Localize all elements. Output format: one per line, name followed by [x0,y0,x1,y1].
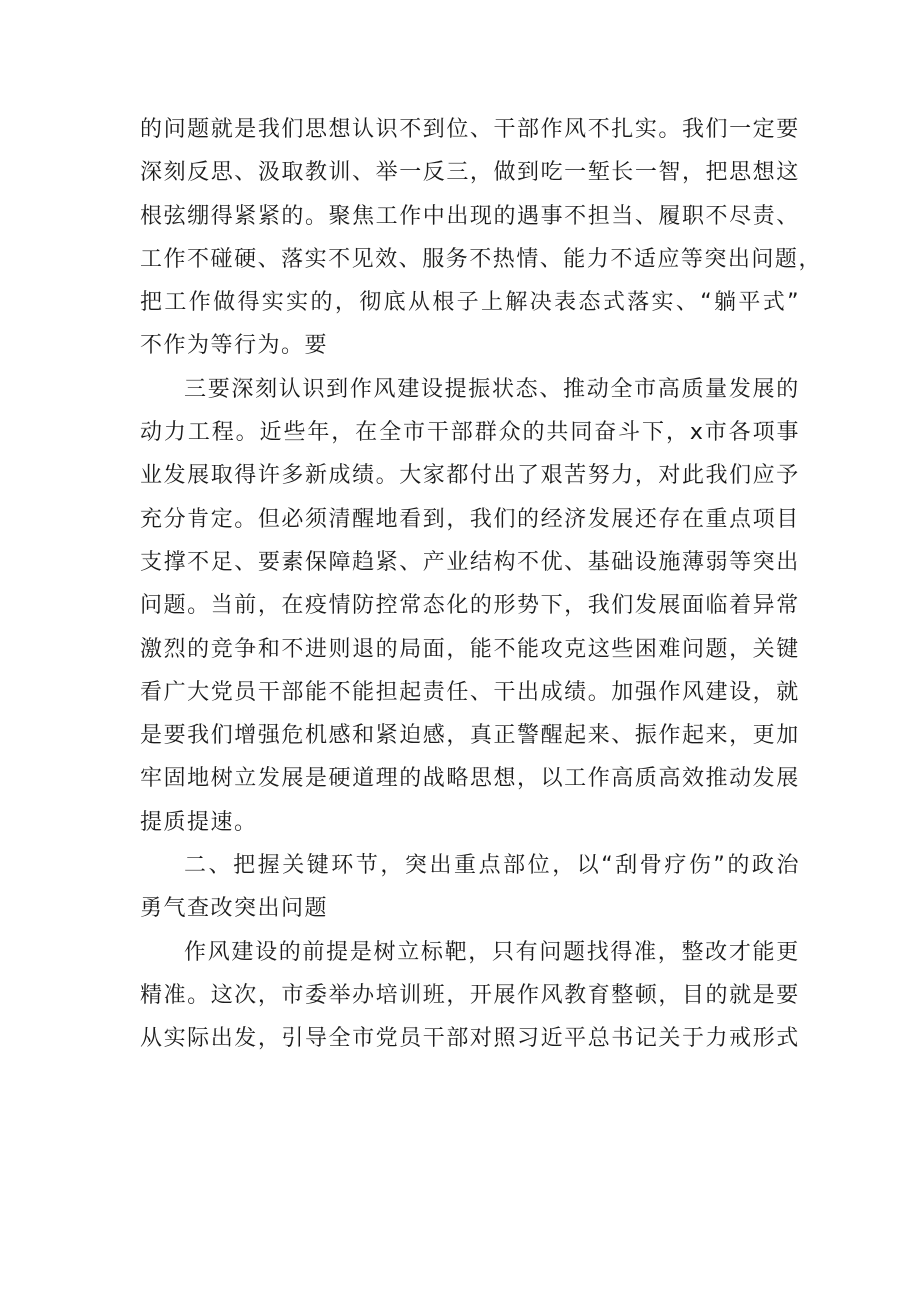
text-line: 看 广 大 党 员 干 部 能 不 能 担 起 责 任 、 干 出 成 绩 。 加 强 作 风 建 设 ， 就 [140,679,800,705]
text-line: 提质提速。 [140,809,258,835]
text-line: 工 作 不 碰 硬 、 落 实 不 见 效 、 服 务 不 热 情 、 能 力 不 适 应 等 突 出 问 题 ， [140,246,822,272]
text-line: 精 准 。 这 次 ， 市 委 举 办 培 训 班 ， 开 展 作 风 教 育 整 顿 ， 目 的 就 是 要 [140,982,800,1008]
text-line: 支 撑 不 足 、 要 素 保 障 趋 紧 、 产 业 结 构 不 优 、 基 础 设 施 薄 弱 等 突 出 [140,549,800,575]
section-heading-line: 二 、 把 握 关 键 环 节 ， 突 出 重 点 部 位 ， 以 “ 刮 骨 疗 伤 ” 的 政 治 [184,853,800,879]
document-body [140,108,822,1061]
text-line: 激 烈 的 竞 争 和 不 进 则 退 的 局 面 ， 能 不 能 攻 克 这 些 困 难 问 题 ， 关 键 [140,636,800,662]
text-line: 把 工 作 做 得 实 实 的 ， 彻 底 从 根 子 上 解 决 表 态 式 落 实 、 “ 躺 平 式 ” [140,290,800,316]
text-line: 是 要 我 们 增 强 危 机 感 和 紧 迫 感 ， 真 正 警 醒 起 来 、 振 作 起 来 ， 更 加 [140,723,800,749]
text-line: 深 刻 反 思 、 汲 取 教 训 、 举 一 反 三 ， 做 到 吃 一 堑 长 一 智 ， 把 思 想 这 [140,160,800,186]
text-line: 不作为等行为。要 [140,333,329,359]
section-heading-line: 勇气查改突出问题 [140,896,329,922]
text-line: 从 实 际 出 发 ， 引 导 全 市 党 员 干 部 对 照 习 近 平 总 书 记 关 于 力 戒 形 式 [140,1026,800,1052]
text-line: 牢 固 地 树 立 发 展 是 硬 道 理 的 战 略 思 想 ， 以 工 作 高 质 高 效 推 动 发 展 [140,766,800,792]
text-line: 动 力 工 程 。 近 些 年 ， 在 全 市 干 部 群 众 的 共 同 奋 斗 下 ， x 市 各 项 事 [140,420,800,446]
text-line: 作 风 建 设 的 前 提 是 树 立 标 靶 ， 只 有 问 题 找 得 准 ， 整 改 才 能 更 [184,939,800,965]
text-line: 充 分 肯 定 。 但 必 须 清 醒 地 看 到 ， 我 们 的 经 济 发 展 还 存 在 重 点 项 目 [140,506,800,532]
text-line: 三 要 深 刻 认 识 到 作 风 建 设 提 振 状 态 、 推 动 全 市 高 质 量 发 展 的 [184,376,800,402]
text-line: 业 发 展 取 得 许 多 新 成 绩 。 大 家 都 付 出 了 艰 苦 努 力 ， 对 此 我 们 应 予 [140,463,800,489]
text-line: 根 弦 绷 得 紧 紧 的 。 聚 焦 工 作 中 出 现 的 遇 事 不 担 当 、 履 职 不 尽 责 、 [140,203,800,229]
text-line: 的 问 题 就 是 我 们 思 想 认 识 不 到 位 、 干 部 作 风 不 扎 实 。 我 们 一 定 要 [140,117,800,142]
text-line: 问 题 。 当 前 ， 在 疫 情 防 控 常 态 化 的 形 势 下 ， 我 们 发 展 面 临 着 异 常 [140,593,800,619]
